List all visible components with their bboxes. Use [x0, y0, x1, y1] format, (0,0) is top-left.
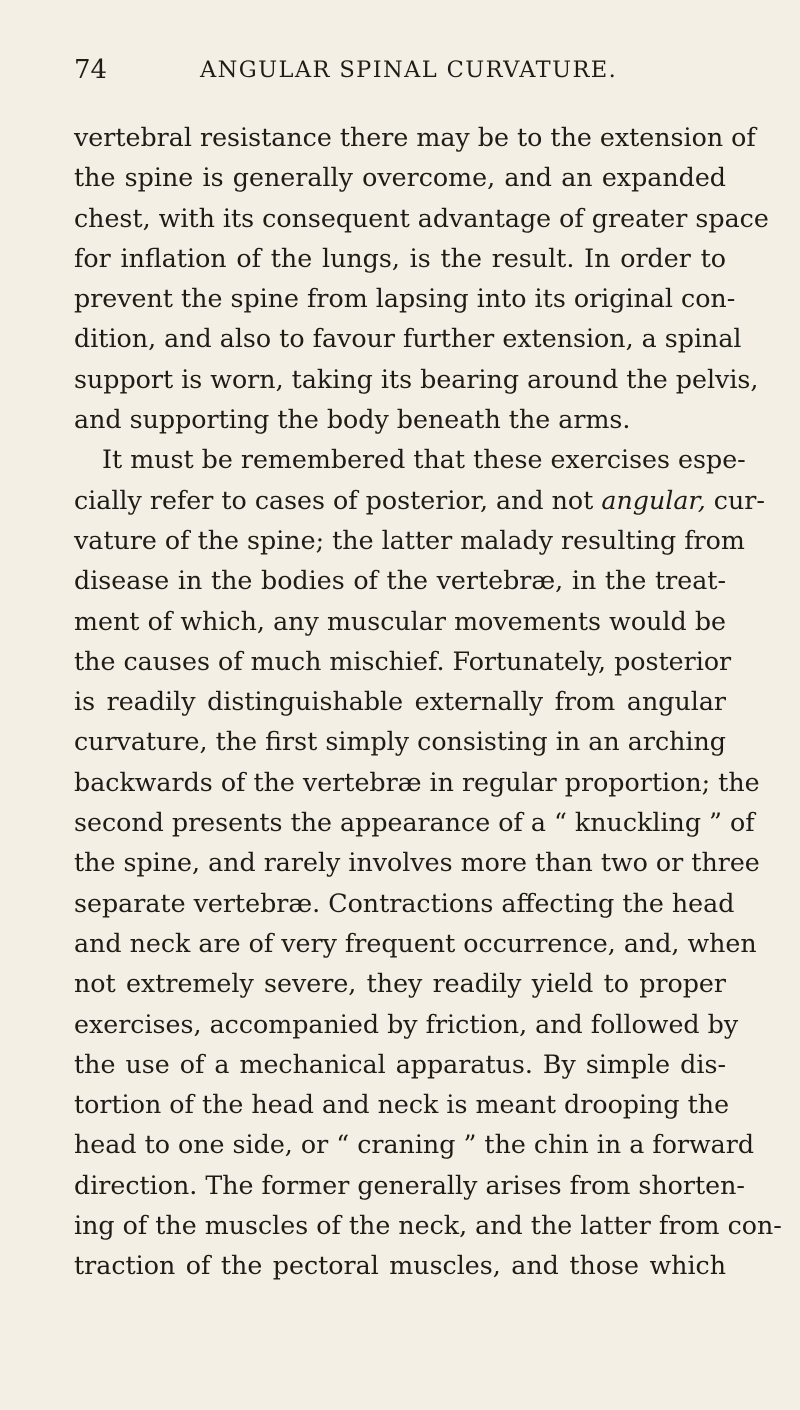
running-head [74, 55, 724, 95]
text-line-paragraph-start: It must be remembered that these exercises espe- [102, 445, 746, 475]
text-run: cially refer to cases of posterior, and not [74, 485, 602, 515]
running-title: ANGULAR SPINAL CURVATURE. [200, 57, 618, 83]
text-line: backwards of the vertebræ in regular proportion; the [74, 767, 760, 797]
text-line: the use of a mechanical apparatus. By simple dis- [74, 1049, 726, 1079]
emphasized-word: angular, [601, 485, 706, 515]
text-line: ing of the muscles of the neck, and the latter from con- [74, 1211, 782, 1241]
text-line: vature of the spine; the latter malady resulting from [74, 525, 745, 555]
text-line: second presents the appearance of a “ knuckling ” of [74, 808, 755, 838]
text-line: the spine is generally overcome, and an expanded [74, 163, 726, 193]
text-line: prevent the spine from lapsing into its original con- [74, 284, 736, 314]
text-line: support is worn, taking its bearing around the pelvis, [74, 364, 759, 394]
text-line: the spine, and rarely involves more than two or three [74, 848, 760, 878]
text-line: not extremely severe, they readily yield to proper [74, 969, 726, 999]
text-line: disease in the bodies of the vertebræ, in the treat- [74, 566, 726, 596]
text-line: separate vertebræ. Contractions affecting the head [74, 888, 735, 918]
text-line: chest, with its consequent advantage of greater space [74, 203, 769, 233]
text-line: is readily distinguishable externally from angular [74, 687, 726, 717]
text-line: the causes of much mischief. Fortunately, posterior [74, 646, 732, 676]
text-run: cur- [705, 485, 765, 515]
text-line-paragraph-end: and supporting the body beneath the arms. [74, 405, 631, 435]
text-line: tortion of the head and neck is meant drooping the [74, 1090, 730, 1120]
text-line: dition, and also to favour further extension, a spinal [74, 324, 742, 354]
page-number: 74 [74, 55, 108, 85]
text-line: vertebral resistance there may be to the extension of [74, 123, 756, 152]
text-line: for inflation of the lungs, is the result. In order to [74, 243, 726, 273]
text-line: exercises, accompanied by friction, and followed by [74, 1009, 739, 1039]
text-line: traction of the pectoral muscles, and those which [74, 1251, 726, 1281]
text-line: ment of which, any muscular movements would be [74, 606, 726, 636]
text-line-with-emphasis [74, 481, 765, 521]
text-line: curvature, the first simply consisting in an arching [74, 727, 726, 757]
text-line: head to one side, or “ craning ” the chin in a forward [74, 1130, 755, 1160]
text-line: direction. The former generally arises from shorten- [74, 1170, 745, 1200]
body-text [74, 118, 782, 1287]
text-line: and neck are of very frequent occurrence, and, when [74, 928, 757, 958]
